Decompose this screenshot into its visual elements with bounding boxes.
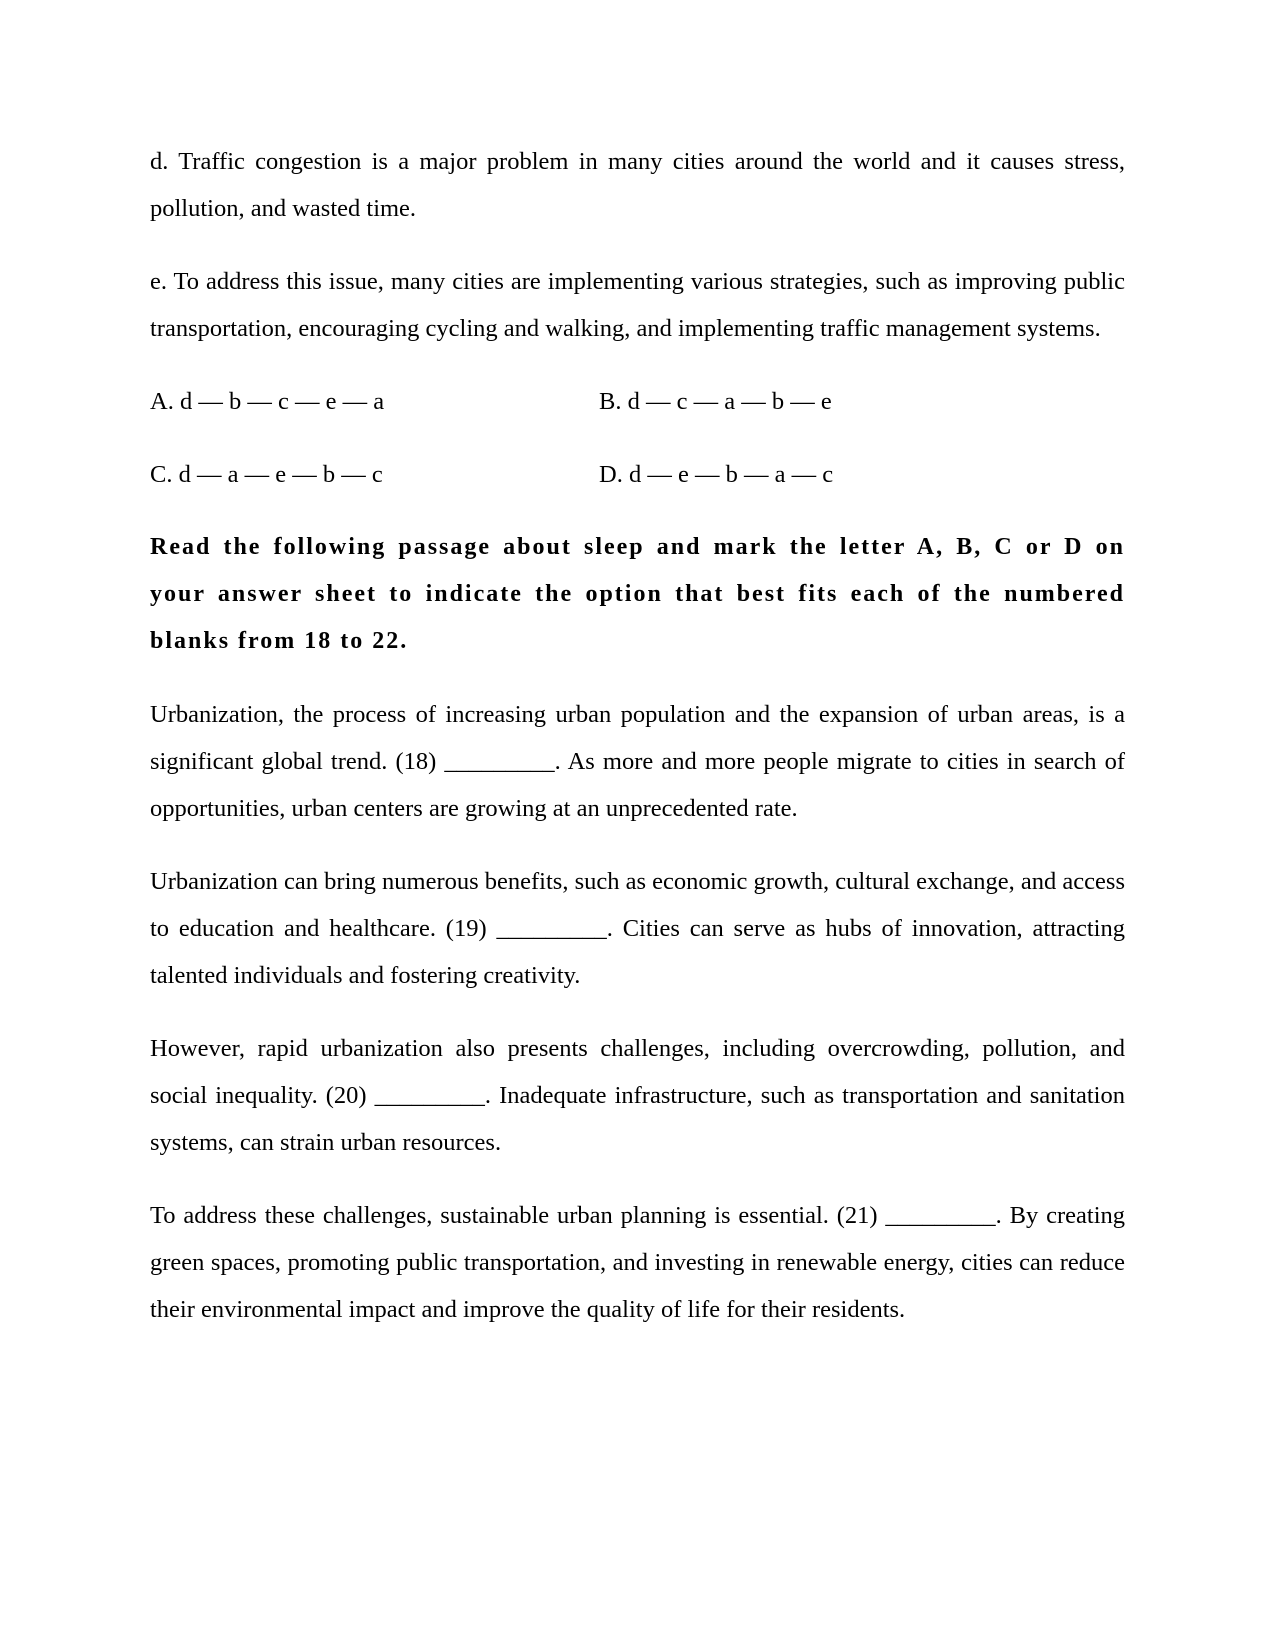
- option-c: C. d — a — e — b — c: [150, 461, 383, 488]
- passage-paragraph-1: Urbanization, the process of increasing urban population and the expansion of urban areas, is a significant global trend. (18) _________. As more and more people migrate to cities in search of opportunities, urban centers are growing at an unprecedented rate.: [150, 701, 1125, 822]
- passage-paragraph-4: To address these challenges, sustainable urban planning is essential. (21) _________. By creating green spaces, promoting public transportation, and investing in renewable energy, cities can reduce their environmental impact and improve the quality of life for their residents.: [150, 1202, 1125, 1323]
- sentence-d: d. Traffic congestion is a major problem in many cities around the world and it causes stress, pollution, and wasted time.: [150, 148, 1125, 222]
- option-d: D. d — e — b — a — c: [599, 461, 834, 488]
- option-a: A. d — b — c — e — a: [150, 388, 385, 415]
- option-b: B. d — c — a — b — e: [599, 388, 832, 415]
- instruction-heading: Read the following passage about sleep and mark the letter A, B, C or D on your answer sheet to indicate the option that best fits each of the numbered blanks from 18 to 22.: [150, 534, 1125, 654]
- options-row-1: [150, 378, 1125, 425]
- options-row-2: [150, 451, 1125, 498]
- document-page: [150, 138, 1125, 1333]
- passage-paragraph-3: However, rapid urbanization also presents challenges, including overcrowding, pollution, and social inequality. (20) _________. Inadequate infrastructure, such as transportation and sanitation systems, can strain urban resources.: [150, 1035, 1125, 1156]
- sentence-e: e. To address this issue, many cities are implementing various strategies, such as improving public transportation, encouraging cycling and walking, and implementing traffic management systems.: [150, 268, 1125, 342]
- passage-paragraph-2: Urbanization can bring numerous benefits, such as economic growth, cultural exchange, and access to education and healthcare. (19) _________. Cities can serve as hubs of innovation, attracting talented individuals and fostering creativity.: [150, 868, 1125, 989]
